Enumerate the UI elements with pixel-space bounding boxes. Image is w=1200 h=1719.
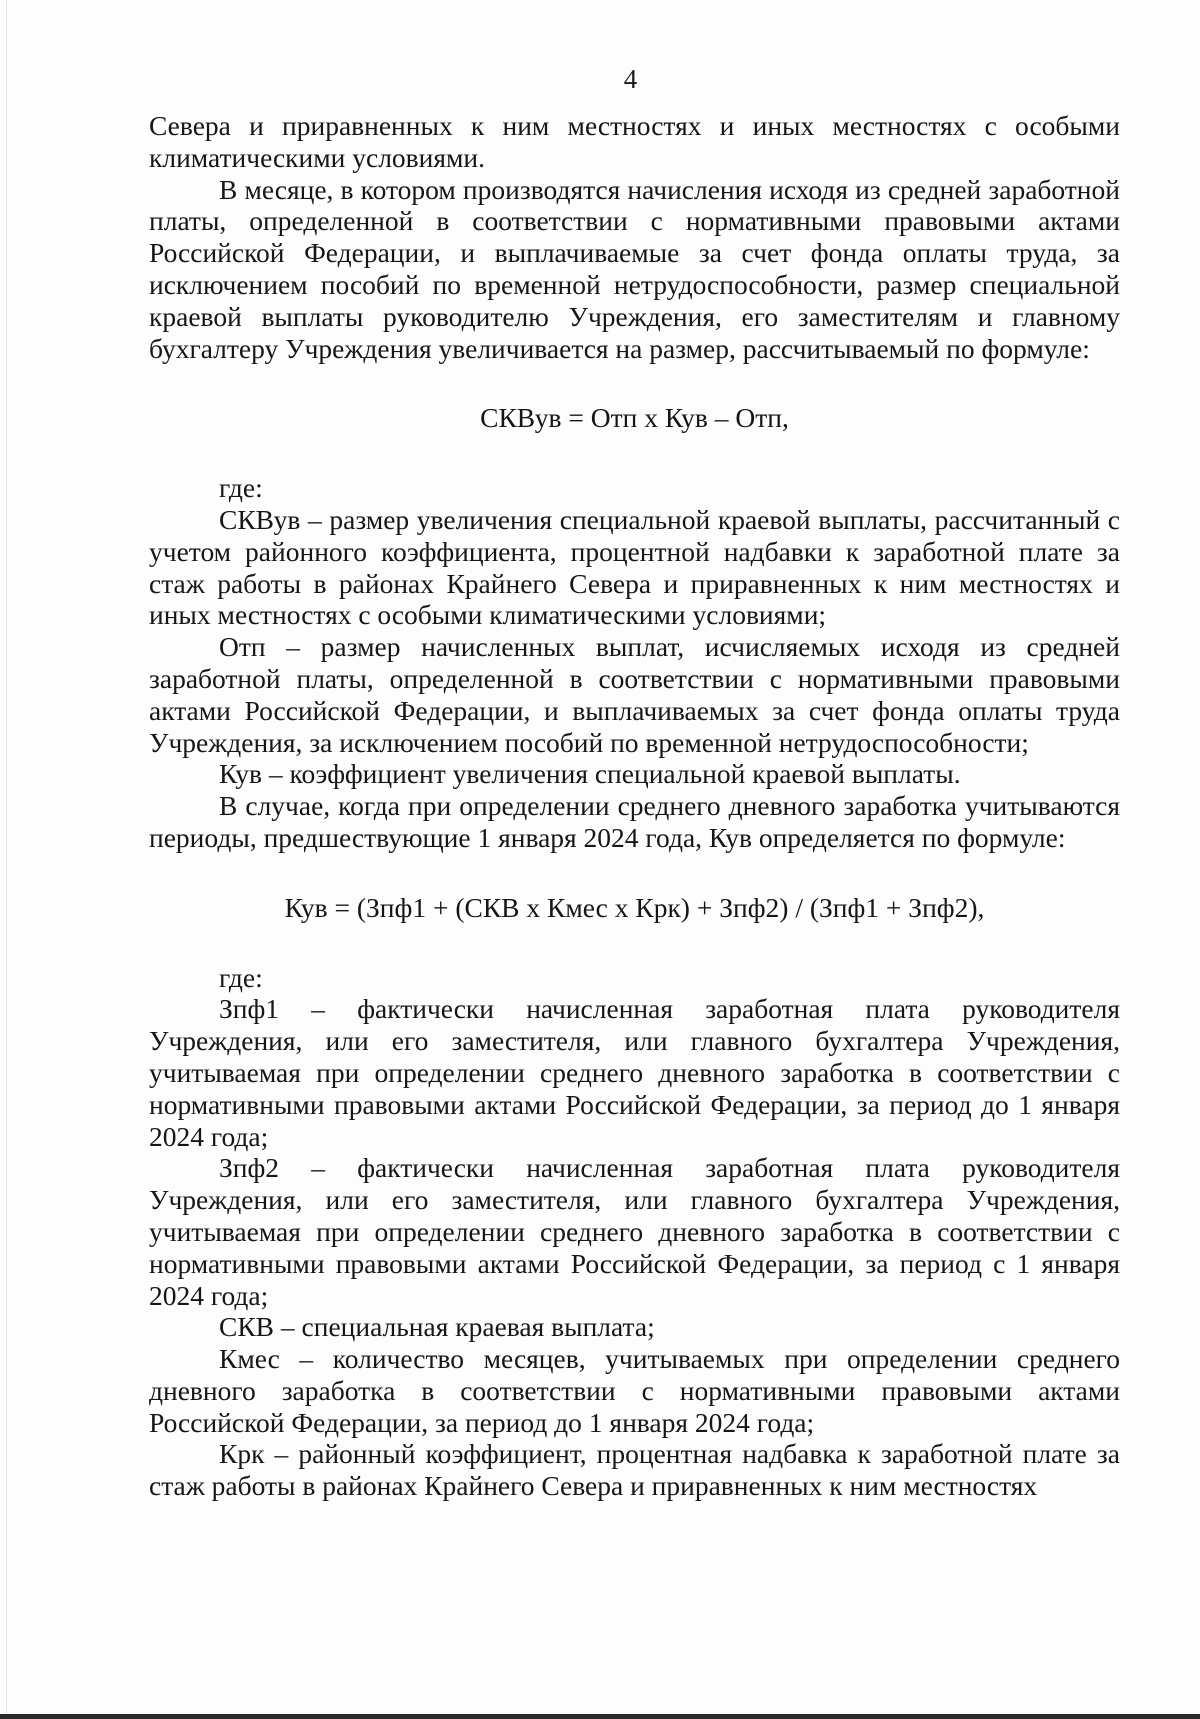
definition-zpf2: Зпф2 – фактически начисленная заработная плата руководителя Учреждения, или его заместителя, или главного бухгалтера Учреждения, учитываемая при определении среднего дневного заработка в соответствии с нормативными правовыми актами Российской Федерации, за период с 1 января 2024 года; xyxy=(149,1152,1120,1311)
formula-kuv: Кув = (Зпф1 + (СКВ х Кмес х Крк) + Зпф2) / (Зпф1 + Зпф2), xyxy=(284,891,985,923)
definition-skvuv: СКВув – размер увеличения специальной краевой выплаты, рассчитанный с учетом районного коэффициента, процентной надбавки к заработной плате за стаж работы в районах Крайнего Севера и приравненных к ним местностях и иных местностях с особыми климатическими условиями; xyxy=(149,503,1120,631)
where-label: где: xyxy=(219,472,263,504)
document-body xyxy=(149,110,1120,1502)
paragraph-continuation: Севера и приравненных к ним местностях и иных местностях с особыми климатическими условиями. xyxy=(149,110,1120,173)
page-number: 4 xyxy=(623,64,638,94)
formula-skvuv: СКВув = Отп х Кув – Отп, xyxy=(480,402,789,434)
definition-kmes: Кмес – количество месяцев, учитываемых при определении среднего дневного заработка в соответствии с нормативными правовыми актами Российской Федерации, за период до 1 января 2024 года; xyxy=(149,1343,1120,1438)
bottom-rule xyxy=(0,1714,1200,1719)
where-label: где: xyxy=(219,961,263,993)
definition-krk: Крк – районный коэффициент, процентная надбавка к заработной плате за стаж работы в районах Крайнего Севера и приравненных к ним местностях xyxy=(149,1438,1120,1502)
paragraph-intro: В месяце, в котором производятся начисления исходя из средней заработной платы, определенной в соответствии с нормативными правовыми актами Российской Федерации, и выплачиваемые за счет фонда оплаты труда, за исключением пособий по временной нетрудоспособности, размер специальной краевой выплаты руководителю Учреждения, его заместителям и главному бухгалтеру Учреждения увеличивается на размер, рассчитываемый по формуле: xyxy=(149,173,1120,364)
definition-skv: СКВ – специальная краевая выплата; xyxy=(219,1311,655,1343)
definition-zpf1: Зпф1 – фактически начисленная заработная плата руководителя Учреждения, или его заместителя, или главного бухгалтера Учреждения, учитываемая при определении среднего дневного заработка в соответствии с нормативными правовыми актами Российской Федерации, за период до 1 января 2024 года; xyxy=(149,993,1120,1152)
paragraph-case: В случае, когда при определении среднего дневного заработка учитываются периоды, предшествующие 1 января 2024 года, Кув определяется по формуле: xyxy=(149,790,1120,853)
definition-otp: Отп – размер начисленных выплат, исчисляемых исходя из средней заработной платы, определенной в соответствии с нормативными правовыми актами Российской Федерации, и выплачиваемых за счет фонда оплаты труда Учреждения, за исключением пособий по временной нетрудоспособности; xyxy=(149,631,1120,758)
scan-edge xyxy=(6,0,7,1719)
definition-kuv: Кув – коэффициент увеличения специальной краевой выплаты. xyxy=(219,758,961,790)
